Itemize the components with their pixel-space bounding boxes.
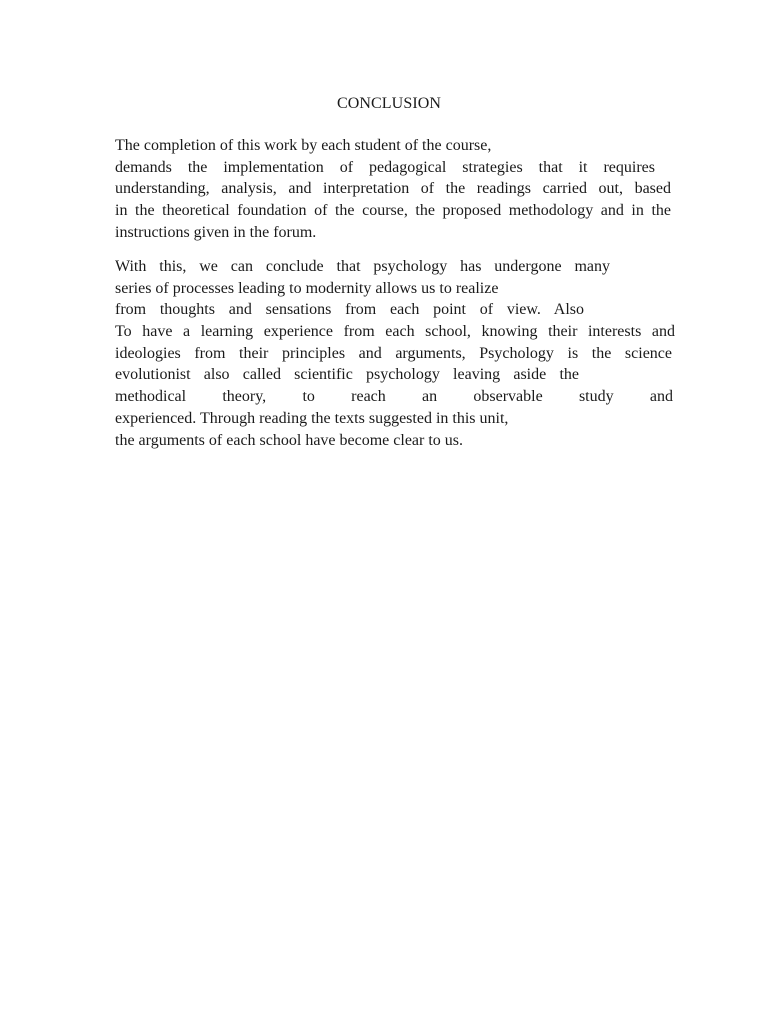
paragraph-line: understanding, analysis, and interpretation of the readings carried out, based bbox=[115, 180, 671, 198]
paragraph-1 bbox=[115, 135, 675, 243]
paragraph-line: experienced. Through reading the texts suggested in this unit, bbox=[115, 409, 509, 427]
paragraph-line: series of processes leading to modernity allows us to realize bbox=[115, 279, 499, 297]
paragraph-line: methodical theory, to reach an observable study and bbox=[115, 388, 673, 406]
paragraph-line: ideologies from their principles and arguments, Psychology is the science bbox=[115, 344, 672, 362]
document-title: CONCLUSION bbox=[336, 95, 442, 112]
paragraph-line: in the theoretical foundation of the course, the proposed methodology and in the bbox=[115, 202, 671, 220]
paragraph-line: demands the implementation of pedagogical strategies that it requires bbox=[115, 158, 655, 176]
paragraph-line: The completion of this work by each student of the course, bbox=[115, 137, 492, 154]
paragraph-line: from thoughts and sensations from each point of view. Also bbox=[115, 301, 584, 319]
paragraph-line: instructions given in the forum. bbox=[115, 223, 317, 241]
paragraph-2 bbox=[115, 256, 675, 451]
paragraph-line: With this, we can conclude that psychology has undergone many bbox=[115, 258, 610, 275]
paragraph-line: To have a learning experience from each school, knowing their interests and bbox=[115, 323, 675, 341]
paragraph-line: evolutionist also called scientific psychology leaving aside the bbox=[115, 366, 579, 384]
paragraph-line: the arguments of each school have become clear to us. bbox=[115, 431, 464, 449]
